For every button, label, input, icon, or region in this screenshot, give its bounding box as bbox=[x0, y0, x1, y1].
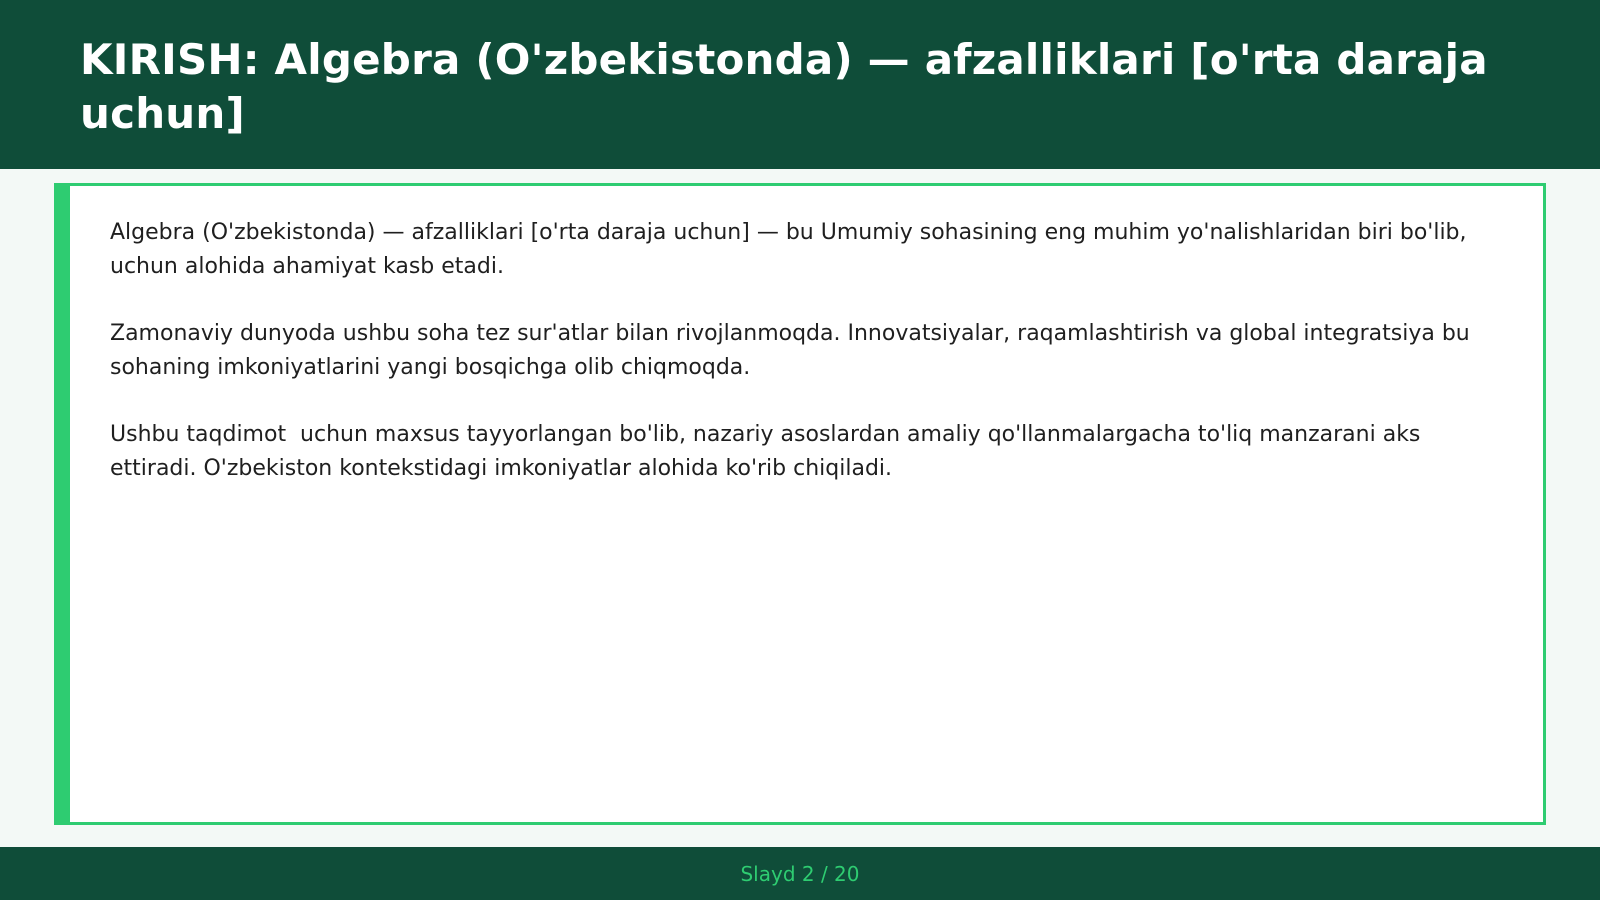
content-panel bbox=[54, 183, 1546, 825]
slide-footer bbox=[0, 847, 1600, 900]
slide-header bbox=[0, 0, 1600, 169]
slide-title: KIRISH: Algebra (O'zbekistonda) — afzalliklari [o'rta daraja uchun] bbox=[80, 35, 1488, 138]
slide-number: Slayd 2 / 20 bbox=[740, 861, 860, 886]
modern-world-paragraph: Zamonaviy dunyoda ushbu soha tez sur'atlar bilan rivojlanmoqda. Innovatsiyalar, raqamlashtirish va global integratsiya bu sohaning imkoniyatlarini yangi bosqichga olib chiqmoqda. bbox=[110, 321, 1477, 380]
presentation-paragraph: Ushbu taqdimot uchun maxsus tayyorlangan bo'lib, nazariy asoslardan amaliy qo'llanmalargacha to'liq manzarani aks ettiradi. O'zbekiston kontekstidagi imkoniyatlar alohida ko'rib chiqiladi. bbox=[110, 422, 1428, 481]
intro-paragraph: Algebra (O'zbekistonda) — afzalliklari [o'rta daraja uchun] — bu Umumiy sohasining eng muhim yo'nalishlaridan biri bo'lib, uchun alohida ahamiyat kasb etadi. bbox=[110, 220, 1474, 279]
